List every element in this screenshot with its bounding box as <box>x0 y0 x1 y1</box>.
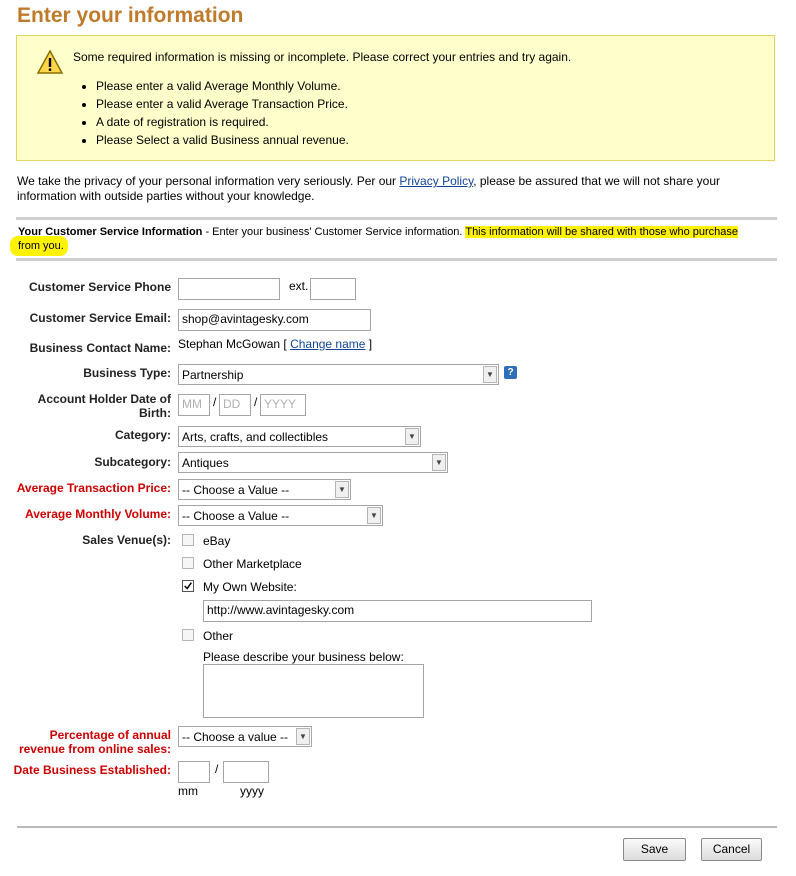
pct-online-label-line2: revenue from online sales: <box>18 742 171 756</box>
section-title: Your Customer Service Information <box>18 226 203 238</box>
website-url-input[interactable]: http://www.avintagesky.com <box>203 600 592 622</box>
chevron-down-icon: ▼ <box>335 481 349 498</box>
contact-name-label: Business Contact Name: <box>29 341 171 355</box>
contact-bracket: ] <box>365 337 373 351</box>
privacy-policy-link[interactable]: Privacy Policy <box>399 174 474 188</box>
error-item: • A date of registration is required. <box>96 113 349 131</box>
save-button[interactable]: Save <box>623 838 686 861</box>
other-venue-checkbox[interactable] <box>182 629 194 641</box>
business-type-value: Partnership <box>182 368 244 382</box>
contact-name-value <box>178 337 372 351</box>
dob-label <box>20 392 171 420</box>
other-venue-label: Other <box>203 629 234 643</box>
avg-transaction-price-label: Average Transaction Price: <box>16 481 171 495</box>
date-established-label: Date Business Established: <box>13 763 171 777</box>
warning-icon <box>37 50 63 74</box>
sales-venues-label: Sales Venue(s): <box>82 533 171 547</box>
dob-month-input[interactable]: MM <box>178 394 210 416</box>
other-marketplace-checkbox[interactable] <box>182 557 194 569</box>
cs-phone-input[interactable] <box>178 278 280 300</box>
subcategory-select[interactable] <box>178 452 448 473</box>
contact-name-text: Stephan McGowan [ <box>178 337 291 351</box>
change-name-link[interactable]: Change name <box>290 337 366 351</box>
pct-online-value: -- Choose a value -- <box>182 730 289 744</box>
alert-message: Some required information is missing or incomplete. Please correct your entries and try again. <box>73 50 572 64</box>
category-value: Arts, crafts, and collectibles <box>182 430 329 444</box>
pct-online-label-line1: Percentage of annual <box>49 728 171 742</box>
yyyy-hint: yyyy <box>240 784 264 798</box>
subcategory-label: Subcategory: <box>94 455 171 469</box>
established-month-input[interactable] <box>178 761 210 783</box>
established-slash: / <box>215 762 219 776</box>
avg-monthly-volume-value: -- Choose a Value -- <box>182 509 290 523</box>
error-alert <box>16 35 775 161</box>
section-description: - Enter your business' Customer Service information. <box>202 226 466 238</box>
dob-day-input[interactable]: DD <box>219 394 251 416</box>
pct-online-label <box>10 728 171 756</box>
other-marketplace-label: Other Marketplace <box>203 557 302 571</box>
help-icon[interactable]: ? <box>504 366 517 379</box>
privacy-text: We take the privacy of your personal information very seriously. Per our <box>17 174 400 188</box>
cs-email-label: Customer Service Email: <box>29 311 171 325</box>
cancel-button[interactable]: Cancel <box>701 838 762 861</box>
error-item: • Please enter a valid Average Monthly Volume. <box>96 77 349 95</box>
established-year-input[interactable] <box>223 761 269 783</box>
category-select[interactable] <box>178 426 421 447</box>
dob-slash: / <box>213 395 217 409</box>
error-list <box>79 77 349 149</box>
ebay-label: eBay <box>203 534 231 548</box>
dob-slash: / <box>254 395 258 409</box>
own-website-checkbox[interactable] <box>182 580 194 592</box>
describe-business-label: Please describe your business below: <box>203 650 404 664</box>
page-title: Enter your information <box>17 4 244 27</box>
error-item: • Please Select a valid Business annual revenue. <box>96 131 349 149</box>
privacy-notice <box>17 174 757 204</box>
section-header <box>16 217 777 261</box>
avg-transaction-price-value: -- Choose a Value -- <box>182 483 290 497</box>
describe-business-textarea[interactable] <box>203 664 424 718</box>
ebay-checkbox[interactable] <box>182 534 194 546</box>
chevron-down-icon: ▼ <box>367 507 381 524</box>
business-type-label: Business Type: <box>83 366 171 380</box>
dob-label-line2: Birth: <box>139 406 171 420</box>
category-label: Category: <box>114 428 171 442</box>
chevron-down-icon: ▼ <box>432 454 446 471</box>
pct-online-select[interactable] <box>178 726 312 747</box>
avg-monthly-volume-label: Average Monthly Volume: <box>24 507 171 521</box>
ext-input[interactable] <box>310 278 356 300</box>
subcategory-value: Antiques <box>182 456 229 470</box>
chevron-down-icon: ▼ <box>405 428 419 445</box>
footer-divider <box>17 826 777 828</box>
privacy-text-end: , please be assured that we will not share your information with outside parties without your knowledge. <box>17 174 720 203</box>
avg-monthly-volume-select[interactable] <box>178 505 383 526</box>
section-highlight: This information will be shared with those who purchase from you. <box>18 226 739 252</box>
ext-label: ext. <box>289 279 309 293</box>
dob-year-input[interactable]: YYYY <box>260 394 306 416</box>
chevron-down-icon: ▼ <box>296 728 310 745</box>
error-item: • Please enter a valid Average Transaction Price. <box>96 95 349 113</box>
own-website-label: My Own Website: <box>203 580 297 594</box>
business-type-select[interactable] <box>178 364 499 385</box>
chevron-down-icon: ▼ <box>483 366 497 383</box>
cs-phone-label: Customer Service Phone <box>28 280 171 294</box>
checkmark-icon <box>183 581 193 591</box>
mm-hint: mm <box>178 784 198 798</box>
avg-transaction-price-select[interactable] <box>178 479 351 500</box>
dob-label-line1: Account Holder Date of <box>37 392 171 406</box>
cs-email-input[interactable]: shop@avintagesky.com <box>178 309 371 331</box>
